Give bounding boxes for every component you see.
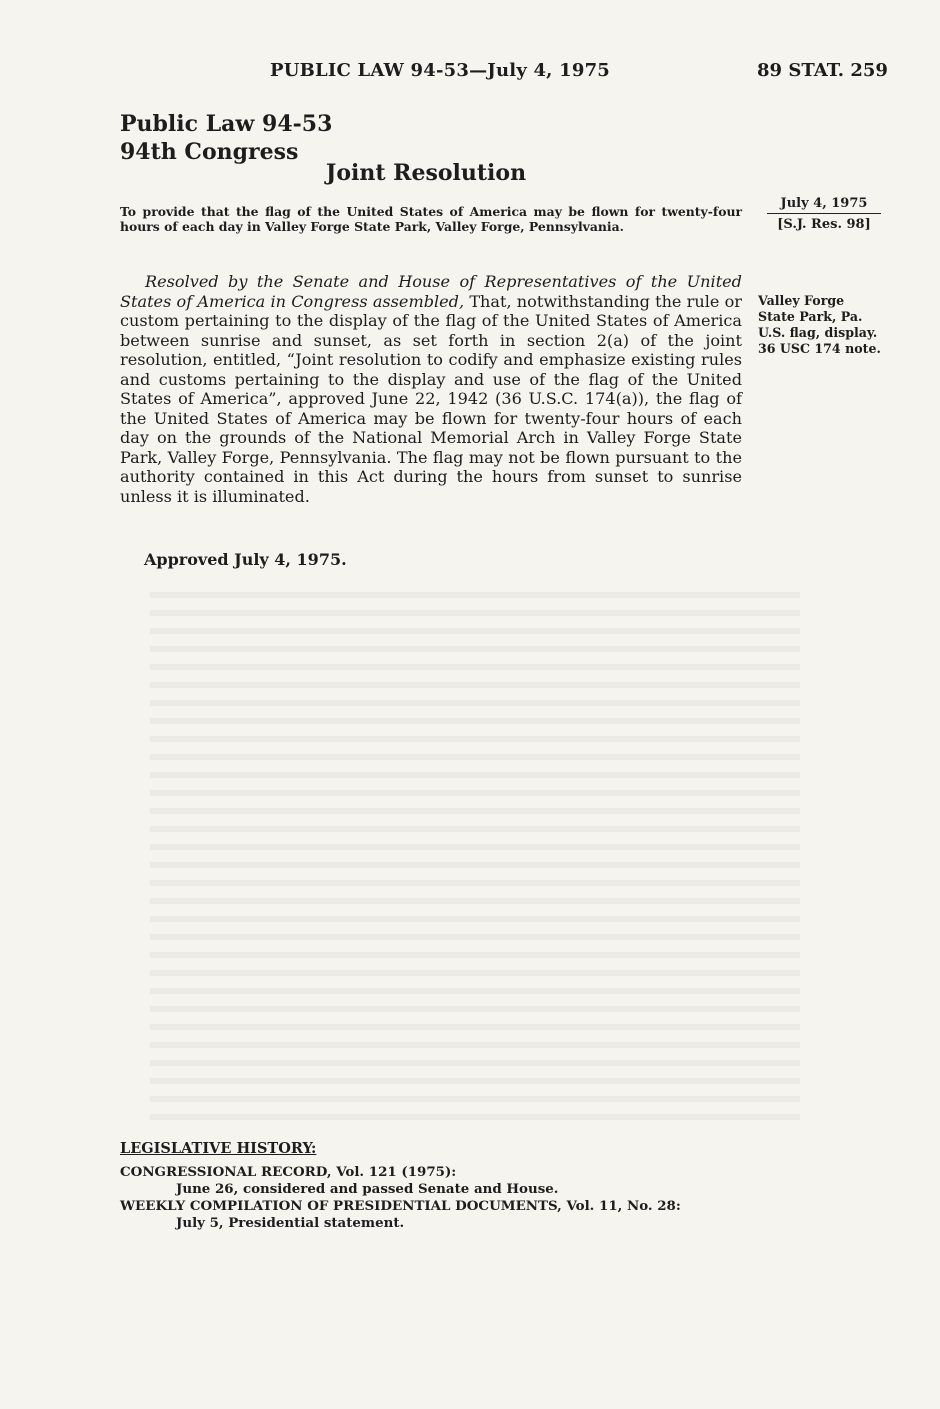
margin-note [758,293,888,357]
purpose-statement: To provide that the flag of the United States of America may be flown for twenty-four hours of each day in Valley Forge State Park, Valley Forge, Pennsylvania. [120,204,742,234]
resolution-number: [S.J. Res. 98] [777,217,871,232]
margin-note-line: State Park, Pa. [758,309,863,324]
resolution-text: That, notwithstanding the rule or custom pertaining to the display of the flag of the United States of America between sunrise and sunset, as set forth in section 2(a) of the joint resolution, entitled, “Joint resolution to codify and emphasize existing rules and customs pertaining to the display and use of the flag of the United States of America”, approved June 22, 1942 (36 U.S.C. 174(a)), the flag of the United States of America may be flown for twenty-four hours of each day on the grounds of the National Memorial Arch in Valley Forge State Park, Valley Forge, Pennsylvania. The flag may not be flown pursuant to the authority contained in this Act during the hours from sunset to sunrise unless it is illuminated. [120,291,742,506]
legislative-history [120,1140,760,1232]
approval-line: Approved July 4, 1975. [144,550,347,569]
margin-note-line: U.S. flag, display. [758,325,878,340]
running-head: PUBLIC LAW 94-53—July 4, 1975 [270,60,611,81]
history-line: June 26, considered and passed Senate and House. [176,1181,559,1197]
law-heading [120,110,332,166]
enacting-clause: Resolved by the Senate and House of Representatives of the United States of America in Congress assembled, [120,272,742,311]
history-line: CONGRESSIONAL RECORD, Vol. 121 (1975): [120,1164,457,1180]
margin-note-line: 36 USC 174 note. [758,341,881,356]
document-type-title: Joint Resolution [325,160,527,186]
bleed-through-texture [150,580,800,1120]
congress-number: 94th Congress [120,139,299,165]
history-line: WEEKLY COMPILATION OF PRESIDENTIAL DOCUMENTS, Vol. 11, No. 28: [120,1198,681,1214]
law-number: Public Law 94-53 [120,111,333,137]
legislative-history-header: LEGISLATIVE HISTORY: [120,1140,317,1157]
enactment-date: July 4, 1975 [767,196,881,214]
enactment-date-box [767,196,881,232]
history-line: July 5, Presidential statement. [176,1215,405,1231]
page-stat-number: 89 STAT. 259 [757,60,888,81]
resolution-body [120,272,742,506]
margin-note-line: Valley Forge [758,293,845,308]
